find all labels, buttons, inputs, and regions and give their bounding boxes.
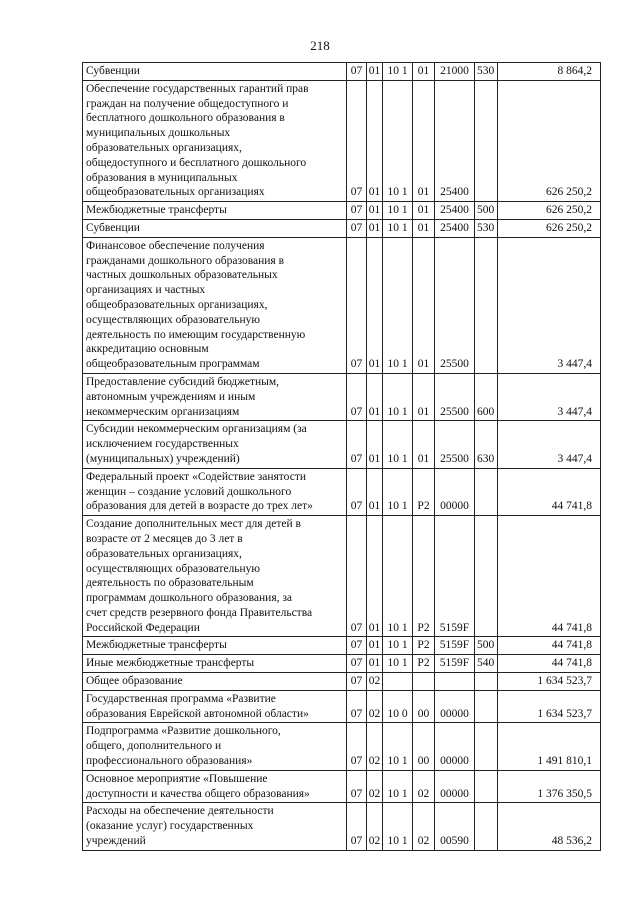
event-code-cell: 01 [413, 202, 435, 220]
table-row [83, 373, 601, 420]
program-code-cell: 10 1 [383, 373, 413, 420]
subsection-code-cell: 01 [367, 637, 383, 655]
expense-name-line: образовательных организациях, [86, 141, 242, 154]
expense-name-line: Субвенции [86, 65, 140, 77]
expense-name-line: деятельность по имеющим государственную [86, 328, 306, 341]
program-code-cell: 10 1 [383, 80, 413, 201]
event-code-cell [413, 673, 435, 691]
expense-name-line: общедоступного и бесплатного дошкольного [86, 156, 307, 169]
expense-name-line: Субвенции [86, 221, 140, 234]
expense-name-line: организациях и частных [86, 284, 206, 297]
expense-name-line: Основное мероприятие «Повышение [86, 772, 268, 785]
expense-name-line: образования в муниципальных [86, 171, 238, 184]
section-code-cell: 07 [347, 723, 367, 770]
expense-name-cell [83, 421, 347, 468]
section-code-cell: 07 [347, 770, 367, 803]
expense-name-line: частных дошкольных образовательных [86, 269, 278, 282]
event-code-cell: 01 [413, 80, 435, 201]
subsection-code-cell: 02 [367, 673, 383, 691]
table-row [83, 468, 601, 515]
expense-name-line: учреждений [86, 835, 146, 848]
expense-name-line: исключением государственных [86, 438, 239, 451]
expense-name-line: (муниципальных) учреждений) [86, 452, 240, 465]
expense-name-line: Финансовое обеспечение получения [86, 239, 265, 252]
expense-name-line: гражданами дошкольного образования в [86, 254, 285, 267]
section-code-cell: 07 [347, 202, 367, 220]
amount-cell: 48 536,2 [498, 803, 601, 850]
expense-name-cell [83, 516, 347, 637]
amount-cell: 3 447,4 [498, 373, 601, 420]
expense-name-line: Государственная программа «Развитие [86, 692, 276, 705]
expense-type-code-cell [475, 723, 498, 770]
program-code-cell: 10 1 [383, 637, 413, 655]
expense-type-code-cell [475, 690, 498, 723]
page-number: 218 [310, 38, 330, 53]
expense-type-code-cell: 500 [475, 202, 498, 220]
table-row [83, 237, 601, 373]
expense-name-line: Предоставление субсидий бюджетным, [86, 375, 280, 388]
expense-name-line: Субсидии некоммерческим организациям (за [86, 423, 307, 436]
expense-name-cell [83, 690, 347, 723]
expense-name-line: Подпрограмма «Развитие дошкольного, [86, 725, 281, 738]
expense-name-cell [83, 468, 347, 515]
expense-name-line: профессионального образования» [86, 755, 253, 768]
expense-name-line: общего, дополнительного и [86, 740, 222, 753]
section-code-cell: 07 [347, 237, 367, 373]
expense-name-cell [83, 237, 347, 373]
table-row [83, 690, 601, 723]
amount-cell: 1 634 523,7 [498, 673, 601, 691]
expense-name-line: женщин – создание условий дошкольного [86, 485, 292, 498]
section-code-cell: 07 [347, 421, 367, 468]
expense-name-line: доступности и качества общего образования» [86, 787, 310, 800]
subsection-code-cell: 01 [367, 80, 383, 201]
direction-code-cell: 00000 [435, 690, 475, 723]
table-row [83, 219, 601, 237]
expense-name-line: автономным учреждениям и иным [86, 390, 256, 403]
program-code-cell: 10 1 [383, 421, 413, 468]
expense-name-line: общеобразовательных организациях [86, 186, 265, 199]
expense-name-cell [83, 202, 347, 220]
direction-code-cell: 25400 [435, 219, 475, 237]
amount-cell: 626 250,2 [498, 80, 601, 201]
expense-type-code-cell [475, 770, 498, 803]
table-row [83, 803, 601, 850]
table-row [83, 202, 601, 220]
subsection-code-cell: 01 [367, 421, 383, 468]
event-code-cell: 00 [413, 723, 435, 770]
event-code-cell: 01 [413, 373, 435, 420]
direction-code-cell: 25500 [435, 421, 475, 468]
expense-name-line: Иные межбюджетные трансферты [86, 657, 255, 670]
amount-cell: 3 447,4 [498, 421, 601, 468]
event-code-cell: 01 [413, 63, 435, 81]
table-row [83, 673, 601, 691]
table-row [83, 516, 601, 637]
expense-type-code-cell: 600 [475, 373, 498, 420]
event-code-cell: P2 [413, 637, 435, 655]
expense-name-cell [83, 219, 347, 237]
event-code-cell: 01 [413, 421, 435, 468]
expense-name-line: Обеспечение государственных гарантий прав [86, 82, 309, 95]
subsection-code-cell: 01 [367, 468, 383, 515]
amount-cell: 1 491 810,1 [498, 723, 601, 770]
subsection-code-cell: 01 [367, 63, 383, 81]
direction-code-cell: 25400 [435, 202, 475, 220]
direction-code-cell: 00000 [435, 770, 475, 803]
program-code-cell: 10 1 [383, 655, 413, 673]
expense-name-line: Межбюджетные трансферты [86, 204, 227, 217]
direction-code-cell: 5159F [435, 516, 475, 637]
direction-code-cell: 00000 [435, 468, 475, 515]
program-code-cell: 10 1 [383, 770, 413, 803]
event-code-cell: P2 [413, 516, 435, 637]
direction-code-cell: 21000 [435, 63, 475, 81]
event-code-cell: 01 [413, 237, 435, 373]
section-code-cell: 07 [347, 803, 367, 850]
amount-cell: 44 741,8 [498, 468, 601, 515]
program-code-cell: 10 1 [383, 237, 413, 373]
section-code-cell: 07 [347, 673, 367, 691]
subsection-code-cell: 02 [367, 690, 383, 723]
event-code-cell: 02 [413, 770, 435, 803]
expense-type-code-cell [475, 673, 498, 691]
direction-code-cell: 25400 [435, 80, 475, 201]
expense-type-code-cell [475, 80, 498, 201]
table-row [83, 723, 601, 770]
program-code-cell: 10 1 [383, 803, 413, 850]
amount-cell: 44 741,8 [498, 637, 601, 655]
expense-name-cell [83, 723, 347, 770]
expense-name-line: некоммерческим организациям [86, 405, 240, 418]
section-code-cell: 07 [347, 63, 367, 81]
direction-code-cell: 5159F [435, 655, 475, 673]
expense-name-line: деятельность по образовательным [86, 577, 254, 590]
program-code-cell: 10 0 [383, 690, 413, 723]
program-code-cell [383, 673, 413, 691]
expense-name-cell [83, 803, 347, 850]
expense-name-cell [83, 80, 347, 201]
expense-name-line: счет средств резервного фонда Правительства [86, 606, 313, 619]
section-code-cell: 07 [347, 655, 367, 673]
subsection-code-cell: 02 [367, 770, 383, 803]
table-row [83, 770, 601, 803]
expense-name-line: осуществляющих образовательную [86, 313, 261, 326]
expense-name-line: образования для детей в возрасте до трех лет» [86, 500, 313, 513]
expense-name-line: образования Еврейской автономной области» [86, 707, 309, 720]
event-code-cell: 01 [413, 219, 435, 237]
expense-name-line: Расходы на обеспечение деятельности [86, 805, 274, 818]
expense-name-line: (оказание услуг) государственных [86, 820, 254, 833]
expense-type-code-cell: 530 [475, 219, 498, 237]
subsection-code-cell: 02 [367, 803, 383, 850]
expense-name-line: общеобразовательных организациях, [86, 298, 268, 311]
direction-code-cell: 00590 [435, 803, 475, 850]
program-code-cell: 10 1 [383, 219, 413, 237]
table-row [83, 655, 601, 673]
amount-cell: 44 741,8 [498, 516, 601, 637]
expense-name-line: Общее образование [86, 675, 183, 688]
direction-code-cell: 00000 [435, 723, 475, 770]
program-code-cell: 10 1 [383, 63, 413, 81]
budget-table [82, 62, 601, 851]
amount-cell: 44 741,8 [498, 655, 601, 673]
expense-type-code-cell [475, 237, 498, 373]
expense-name-line: Межбюджетные трансферты [86, 639, 227, 652]
section-code-cell: 07 [347, 373, 367, 420]
subsection-code-cell: 01 [367, 202, 383, 220]
expense-name-line: Федеральный проект «Содействие занятости [86, 470, 307, 483]
expense-type-code-cell: 500 [475, 637, 498, 655]
section-code-cell: 07 [347, 690, 367, 723]
direction-code-cell: 5159F [435, 637, 475, 655]
section-code-cell: 07 [347, 637, 367, 655]
amount-cell: 1 634 523,7 [498, 690, 601, 723]
expense-type-code-cell [475, 468, 498, 515]
subsection-code-cell: 01 [367, 516, 383, 637]
section-code-cell: 07 [347, 468, 367, 515]
subsection-code-cell: 01 [367, 655, 383, 673]
expense-name-cell [83, 655, 347, 673]
expense-type-code-cell [475, 803, 498, 850]
direction-code-cell [435, 673, 475, 691]
section-code-cell: 07 [347, 516, 367, 637]
program-code-cell: 10 1 [383, 723, 413, 770]
direction-code-cell: 25500 [435, 373, 475, 420]
subsection-code-cell: 02 [367, 723, 383, 770]
expense-type-code-cell: 630 [475, 421, 498, 468]
expense-name-line: Российской Федерации [86, 621, 200, 634]
program-code-cell: 10 1 [383, 202, 413, 220]
expense-type-code-cell: 530 [475, 63, 498, 81]
table-row [83, 637, 601, 655]
expense-name-line: Создание дополнительных мест для детей в [86, 518, 301, 531]
amount-cell: 626 250,2 [498, 219, 601, 237]
event-code-cell: 02 [413, 803, 435, 850]
amount-cell: 8 864,2 [498, 63, 601, 81]
table-row [83, 421, 601, 468]
expense-name-cell [83, 373, 347, 420]
expense-name-line: бесплатного дошкольного образования в [86, 112, 285, 125]
amount-cell: 1 376 350,5 [498, 770, 601, 803]
subsection-code-cell: 01 [367, 219, 383, 237]
event-code-cell: P2 [413, 468, 435, 515]
program-code-cell: 10 1 [383, 468, 413, 515]
expense-name-cell [83, 673, 347, 691]
amount-cell: 3 447,4 [498, 237, 601, 373]
direction-code-cell: 25500 [435, 237, 475, 373]
table-body [83, 63, 601, 851]
subsection-code-cell: 01 [367, 373, 383, 420]
event-code-cell: P2 [413, 655, 435, 673]
expense-name-line: аккредитацию основным [86, 343, 209, 356]
expense-type-code-cell: 540 [475, 655, 498, 673]
expense-name-line: осуществляющих образовательную [86, 562, 261, 575]
subsection-code-cell: 01 [367, 237, 383, 373]
expense-name-line: образовательных организациях, [86, 547, 242, 560]
program-code-cell: 10 1 [383, 516, 413, 637]
expense-name-cell [83, 637, 347, 655]
event-code-cell: 00 [413, 690, 435, 723]
table-row [83, 63, 601, 81]
table-row [83, 80, 601, 201]
expense-type-code-cell [475, 516, 498, 637]
expense-name-line: общеобразовательным программам [86, 358, 260, 371]
expense-name-line: муниципальных дошкольных [86, 127, 231, 140]
section-code-cell: 07 [347, 80, 367, 201]
expense-name-line: граждан на получение общедоступного и [86, 97, 289, 110]
expense-name-line: программам дошкольного образования, за [86, 592, 293, 605]
expense-name-cell [83, 770, 347, 803]
amount-cell: 626 250,2 [498, 202, 601, 220]
section-code-cell: 07 [347, 219, 367, 237]
expense-name-line: возрасте от 2 месяцев до 3 лет в [86, 532, 243, 545]
expense-name-cell [83, 63, 347, 81]
